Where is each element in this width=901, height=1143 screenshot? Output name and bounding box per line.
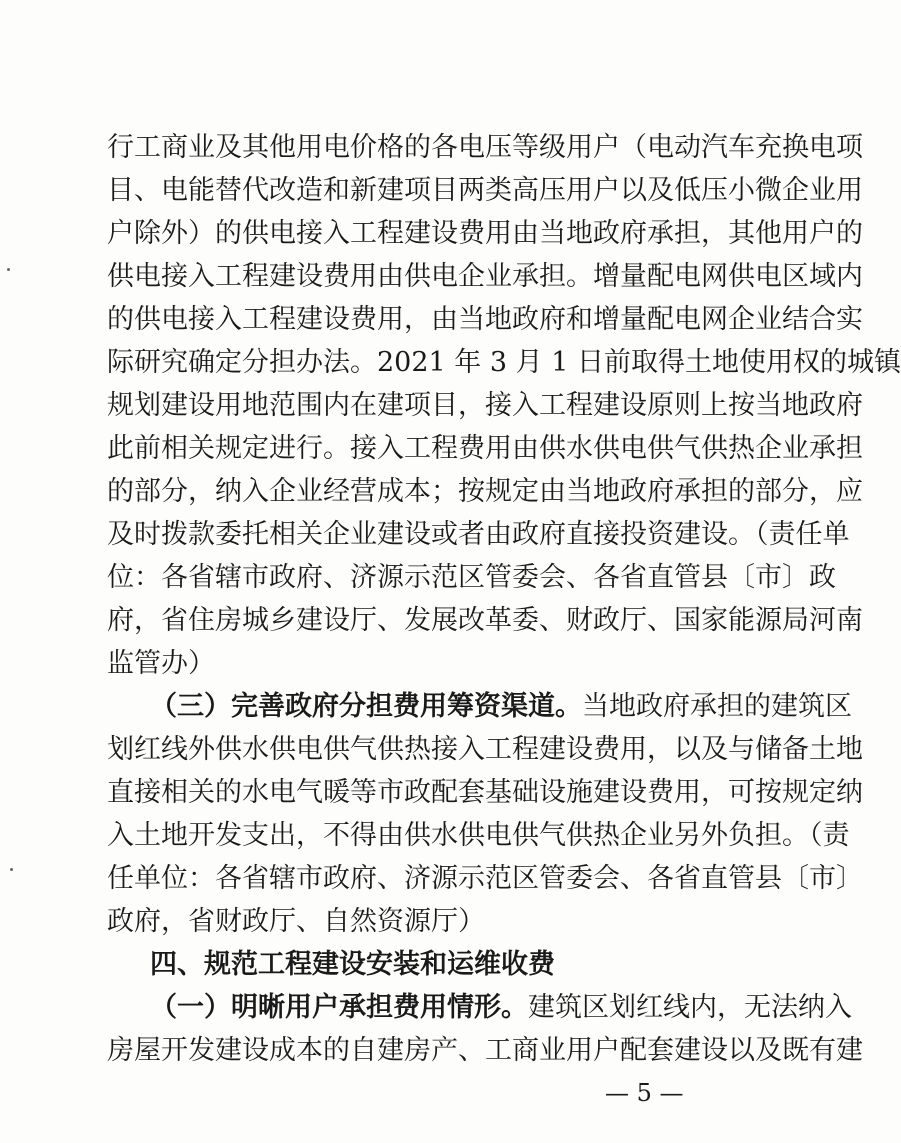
paragraph1-line-4: 供电接入工程建设费用由供电企业承担。增量配电网供电区域内	[107, 261, 863, 292]
paragraph1-line-10: 及时拨款委托相关企业建设或者由政府直接投资建设。（责任单	[107, 519, 850, 550]
scan-speck	[10, 868, 13, 871]
paragraph3-lead: （一）明晰用户承担费用情形。	[150, 992, 528, 1023]
paragraph2-line-3: 直接相关的水电气暖等市政配套基础设施建设费用，可按规定纳	[107, 777, 863, 808]
paragraph2-line-5: 任单位：各省辖市政府、济源示范区管委会、各省直管县〔市〕	[107, 863, 863, 894]
paragraph1-line-3: 户除外）的供电接入工程建设费用由当地政府承担，其他用户的	[107, 218, 863, 249]
paragraph1-line-5: 的供电接入工程建设费用，由当地政府和增量配电网企业结合实	[107, 304, 863, 335]
paragraph1-line-6: 际研究确定分担办法。2021 年 3 月 1 日前取得土地使用权的城镇	[107, 347, 901, 378]
page-number: — 5 —	[605, 1079, 684, 1107]
paragraph1-line-7: 规划建设用地范围内在建项目，接入工程建设原则上按当地政府	[107, 390, 863, 421]
paragraph2-line-2: 划红线外供水供电供气供热接入工程建设费用，以及与储备土地	[107, 734, 863, 765]
paragraph3-first-rest: 建筑区划红线内，无法纳入	[528, 992, 852, 1023]
paragraph3-first-line	[150, 988, 852, 1028]
paragraph2-line-6: 政府，省财政厅、自然资源厅）	[107, 906, 485, 937]
paragraph1-line-2: 目、电能替代改造和新建项目两类高压用户以及低压小微企业用	[107, 175, 863, 206]
paragraph2-lead: （三）完善政府分担费用筹资渠道。	[150, 691, 582, 722]
paragraph3-line-2: 房屋开发建设成本的自建房产、工商业用户配套建设以及既有建	[107, 1035, 863, 1066]
paragraph2-line-4: 入土地开发支出，不得由供水供电供气供热企业另外负担。（责	[107, 820, 850, 851]
section4-heading: 四、规范工程建设安装和运维收费	[150, 949, 555, 980]
paragraph1-line-13: 监管办）	[107, 648, 215, 679]
paragraph2-first-rest: 当地政府承担的建筑区	[582, 691, 852, 722]
paragraph1-line-8: 此前相关规定进行。接入工程费用由供水供电供气供热企业承担	[107, 433, 863, 464]
paragraph1-line-12: 府，省住房城乡建设厅、发展改革委、财政厅、国家能源局河南	[107, 605, 863, 636]
paragraph1-line-11: 位：各省辖市政府、济源示范区管委会、各省直管县〔市〕政	[107, 562, 836, 593]
scan-speck	[7, 268, 10, 271]
paragraph2-first-line	[150, 687, 852, 727]
paragraph1-line-9: 的部分，纳入企业经营成本；按规定由当地政府承担的部分，应	[107, 476, 863, 507]
paragraph1-line-1: 行工商业及其他用电价格的各电压等级用户（电动汽车充换电项	[107, 132, 863, 163]
